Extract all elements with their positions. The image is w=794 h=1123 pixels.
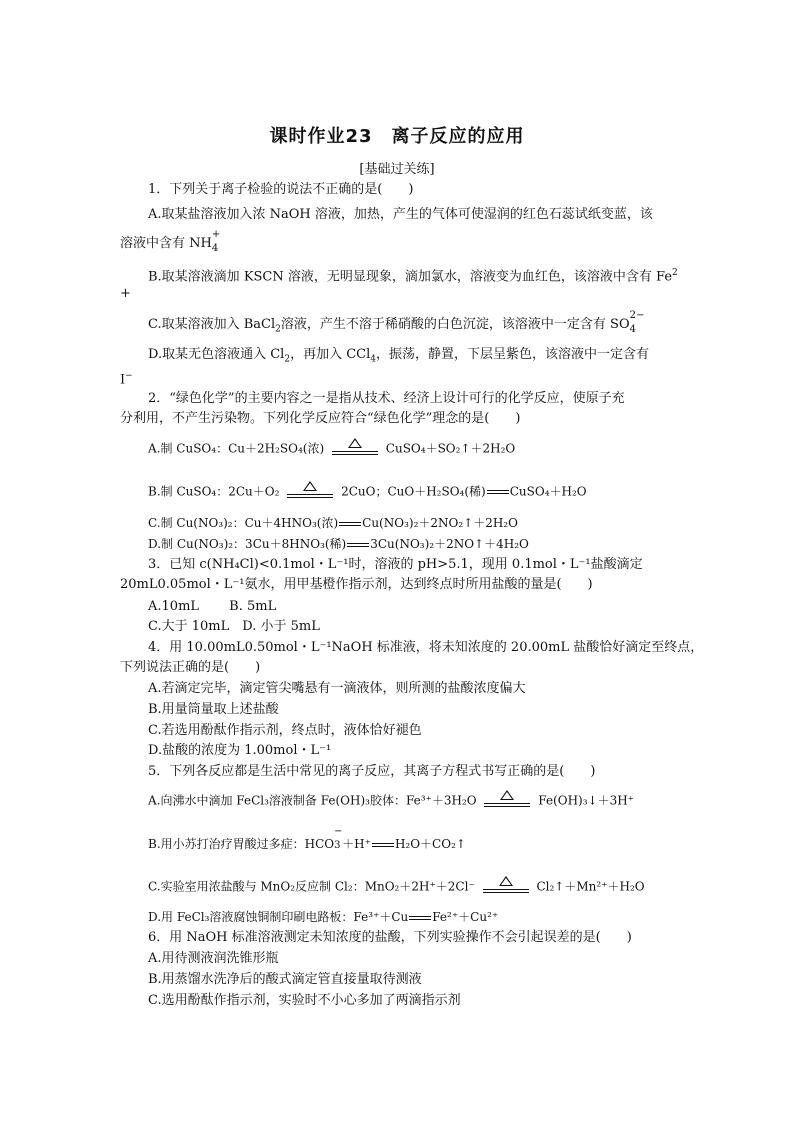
q1-stem: 1．下列关于离子检验的说法不正确的是( ) xyxy=(148,182,414,197)
q2-option-b-middle: 2CuO；CuO＋H₂SO₄(稀) xyxy=(341,484,486,499)
q2-option-c-products: Cu(NO₃)₂＋2NO₂↑＋2H₂O xyxy=(362,516,518,530)
heat-arrow-icon xyxy=(484,790,530,812)
page-title: 课时作业23 离子反应的应用 xyxy=(269,126,525,147)
q5-stem: 5．下列各反应都是生活中常见的离子反应，其离子方程式书写正确的是( ) xyxy=(148,764,596,779)
q4-option-b: B.用量筒量取上述盐酸 xyxy=(148,702,279,717)
heat-arrow-icon xyxy=(332,438,378,460)
q1-option-c-text1: C.取某溶液加入 BaCl xyxy=(148,317,276,332)
q5-option-a xyxy=(148,790,634,812)
q1-option-a-line1: A.取某盐溶液加入浓 NaOH 溶液，加热，产生的气体可使湿润的红色石蕊试纸变蓝，该 xyxy=(148,207,653,222)
q2-option-a-products: CuSO₄＋SO₂↑＋2H₂O xyxy=(385,441,516,456)
q2-option-c-reactants: C.制 Cu(NO₃)₂：Cu＋4HNO₃(浓) xyxy=(148,516,339,530)
q1-option-d-text1: D.取某无色溶液通入 Cl xyxy=(148,347,285,362)
q2-option-b-products: CuSO₄＋H₂O xyxy=(509,484,587,499)
equals-sign-icon xyxy=(372,839,394,851)
q3-options-ab: A.10mL B. 5mL xyxy=(148,599,277,614)
q1-ccl4-subscript: 4 xyxy=(370,354,376,365)
q1-bacl2-subscript: 2 xyxy=(275,324,281,335)
q1-option-b-line1 xyxy=(148,263,678,287)
equals-sign-icon xyxy=(347,539,369,551)
q5-option-b-products: H₂O＋CO₂↑ xyxy=(394,837,466,851)
q5-option-d-products: Fe²⁺＋Cu²⁺ xyxy=(432,910,499,924)
q1-nh4-subscript: 4 xyxy=(211,243,219,254)
q4-option-c: C.若选用酚酞作指示剂，终点时，液体恰好褪色 xyxy=(148,723,422,738)
q5-option-a-reactants: A.向沸水中滴加 FeCl₃溶液制备 Fe(OH)₃胶体：Fe³⁺＋3H₂O xyxy=(148,793,477,808)
q2-stem-line1: 2．“绿色化学”的主要内容之一是指从技术、经济上设计可行的化学反应，使原子充 xyxy=(148,391,625,406)
q1-option-b-line2: + xyxy=(120,286,131,301)
q5-option-a-products: Fe(OH)₃↓＋3H⁺ xyxy=(538,793,635,808)
equals-sign-icon xyxy=(409,912,431,924)
q6-option-b: B.用蒸馏水洗净后的酸式滴定管直接量取待测液 xyxy=(148,972,422,987)
heat-arrow-icon xyxy=(483,876,529,898)
q4-option-a: A.若滴定完毕，滴定管尖嘴悬有一滴液体，则所测的盐酸浓度偏大 xyxy=(148,681,526,696)
q5-option-d-reactants: D.用 FeCl₃溶液腐蚀铜制印刷电路板：Fe³⁺＋Cu xyxy=(148,910,409,924)
q2-option-d-reactants: D.制 Cu(NO₃)₂：3Cu＋8HNO₃(稀) xyxy=(148,537,347,551)
q1-option-d-text3: ，振荡，静置，下层呈紫色，该溶液中一定含有 xyxy=(376,347,650,362)
q5-hco3-subscript: 3 xyxy=(334,840,341,851)
q1-option-a-line2 xyxy=(120,229,221,254)
q6-stem: 6．用 NaOH 标准溶液测定未知浓度的盐酸，下列实验操作不会引起误差的是( ) xyxy=(148,930,632,945)
q1-fe-charge: 2 xyxy=(672,268,678,278)
q5-option-d xyxy=(148,908,498,925)
q2-option-c xyxy=(148,514,518,531)
q1-nh4-charge: + xyxy=(211,229,221,240)
q3-stem-line1: 3．已知 c(NH₄Cl)<0.1mol・L⁻¹时，溶液的 pH>5.1，现用 0.1mol・L⁻¹盐酸滴定 xyxy=(148,557,643,572)
q6-option-c: C.选用酚酞作指示剂，实验时不小心多加了两滴指示剂 xyxy=(148,993,461,1008)
q5-hco3-charge: − xyxy=(334,826,343,837)
q1-option-b-text: B.取某溶液滴加 KSCN 溶液，无明显现象，滴加氯水，溶液变为血红色，该溶液中含有 Fe xyxy=(148,269,673,285)
q1-iodide: I xyxy=(120,372,126,388)
q5-option-c-products: Cl₂↑＋Mn²⁺＋H₂O xyxy=(536,879,645,894)
q3-stem-line2: 20mL0.05mol・L⁻¹氨水，用甲基橙作指示剂，达到终点时所用盐酸的量是( ) xyxy=(120,577,593,592)
q2-stem-line2: 分利用，不产生污染物。下列化学反应符合“绿色化学”理念的是( ) xyxy=(120,411,521,426)
q4-option-d: D.盐酸的浓度为 1.00mol・L⁻¹ xyxy=(148,743,332,758)
q1-option-c xyxy=(148,310,645,340)
q1-option-d-line1 xyxy=(148,345,649,370)
q2-option-b-reactants: B.制 CuSO₄：2Cu＋O₂ xyxy=(148,484,280,499)
q5-option-b xyxy=(148,826,466,852)
q3-options-cd: C.大于 10mL D. 小于 5mL xyxy=(148,619,320,634)
q4-stem-line1: 4．用 10.00mL0.50mol・L⁻¹NaOH 标准液，将未知浓度的 20.00mL 盐酸恰好滴定至终点， xyxy=(148,640,704,655)
heat-arrow-icon xyxy=(287,481,333,503)
q1-cl2-subscript: 2 xyxy=(284,354,291,365)
q2-option-a xyxy=(148,438,515,460)
q6-option-a: A.用待测液润洗锥形瓶 xyxy=(148,951,279,966)
q1-option-c-text2: 溶液，产生不溶于稀硝酸的白色沉淀，该溶液中一定含有 SO xyxy=(280,317,630,332)
section-heading: [基础过关练] xyxy=(359,162,435,177)
q5-option-b-proton: ＋H⁺ xyxy=(342,837,371,851)
q5-option-c xyxy=(148,876,645,898)
q1-so4-charge: 2− xyxy=(629,310,645,321)
q2-option-a-reactants: A.制 CuSO₄：Cu＋2H₂SO₄(浓) xyxy=(148,441,325,456)
q1-option-d-line2 xyxy=(120,366,133,390)
q5-option-c-reactants: C.实验室用浓盐酸与 MnO₂反应制 Cl₂：MnO₂＋2H⁺＋2Cl⁻ xyxy=(148,879,475,894)
q1-so4-subscript: 4 xyxy=(629,324,636,335)
q1-iodide-charge: − xyxy=(125,371,133,381)
q2-option-b xyxy=(148,481,587,503)
q4-stem-line2: 下列说法正确的是( ) xyxy=(120,660,261,675)
q1-option-a-text: 溶液中含有 NH xyxy=(120,236,212,251)
q5-option-b-text: B.用小苏打治疗胃酸过多症：HCO xyxy=(148,837,335,851)
q2-option-d xyxy=(148,535,529,552)
q1-option-d-text2: ，再加入 CCl xyxy=(290,347,371,362)
equals-sign-icon xyxy=(487,486,509,498)
q2-option-d-products: 3Cu(NO₃)₂＋2NO↑＋4H₂O xyxy=(370,537,529,551)
equals-sign-icon xyxy=(339,518,361,530)
